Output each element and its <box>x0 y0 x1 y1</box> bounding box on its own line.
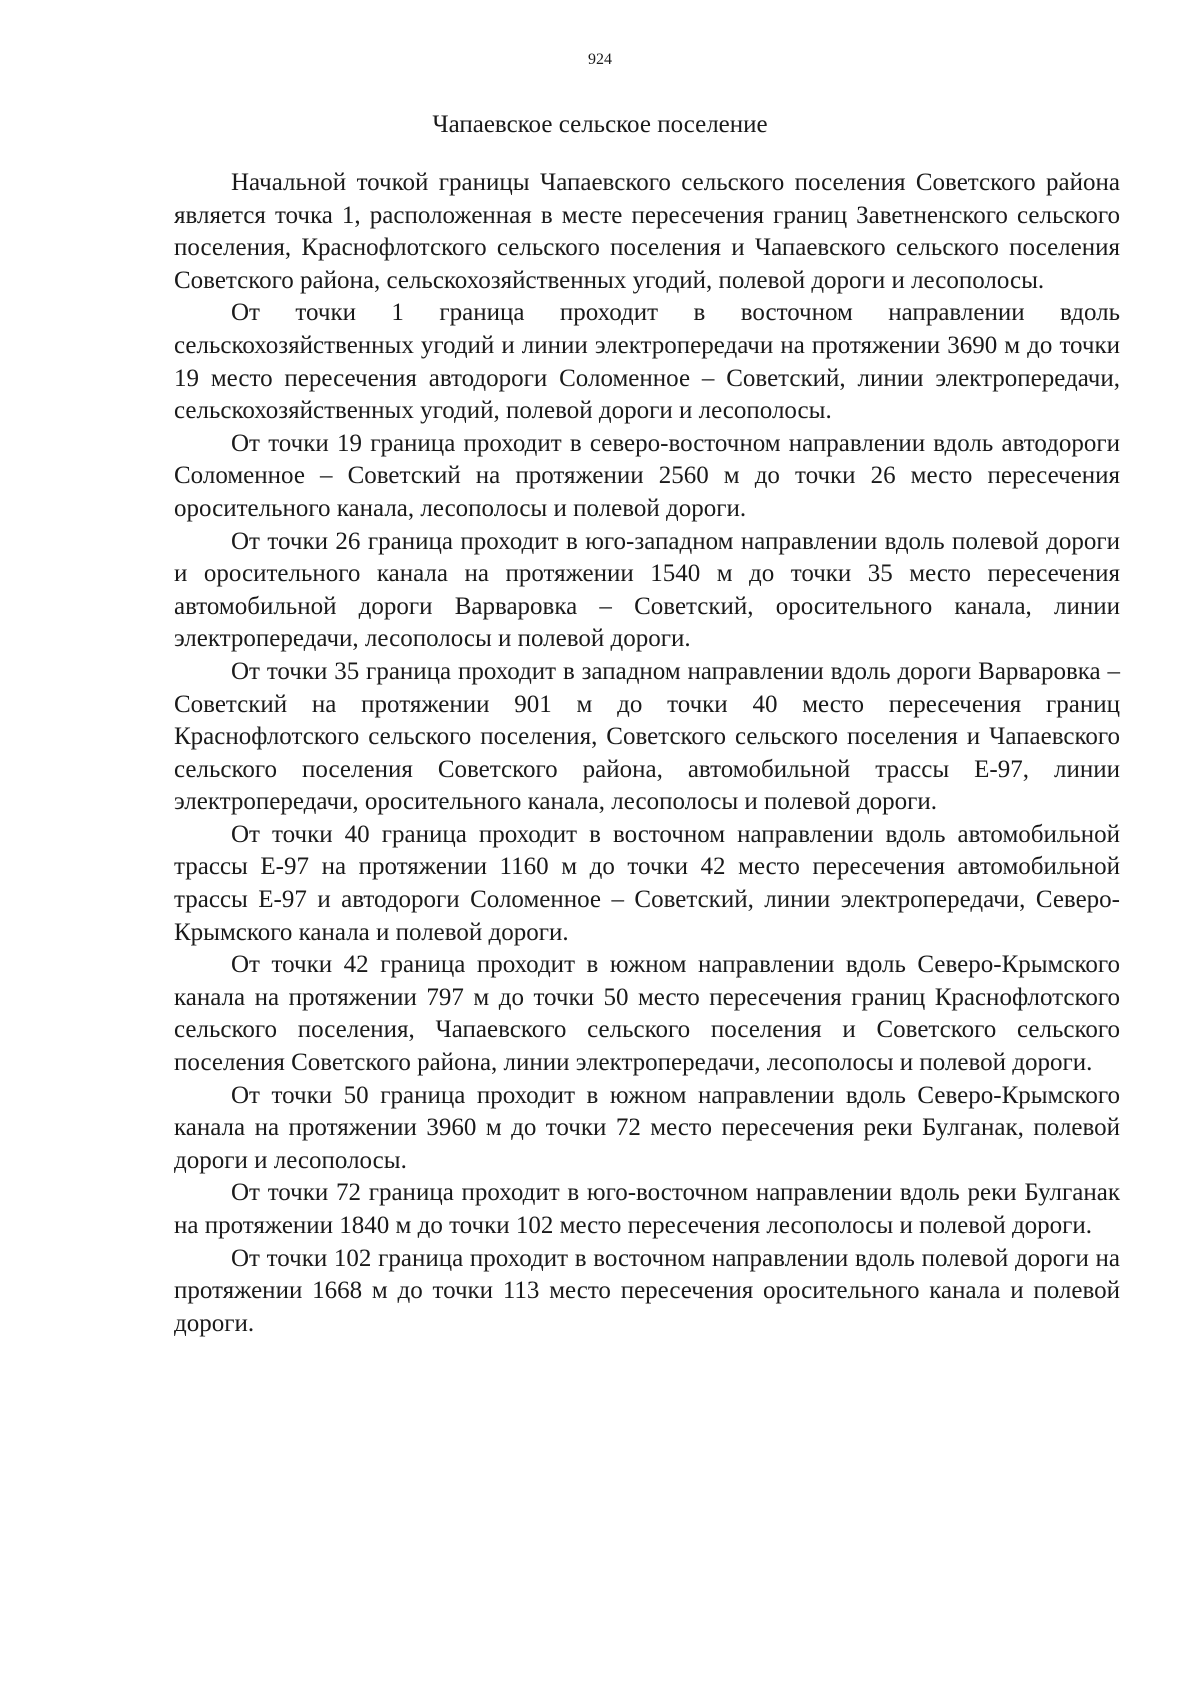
document-title: Чапаевское сельское поселение <box>432 111 768 138</box>
paragraph: От точки 72 граница проходит в юго-восточном направлении вдоль реки Булганак на протяжении 1840 м до точки 102 место пересечения лесополосы и полевой дороги. <box>174 1179 1120 1239</box>
paragraph: От точки 19 граница проходит в северо-восточном направлении вдоль автодороги Соломенное – Советский на протяжении 2560 м до точки 26 место пересечения оросительного канала, лесополосы и полевой дороги. <box>174 429 1120 522</box>
paragraph: От точки 102 граница проходит в восточном направлении вдоль полевой дороги на протяжении 1668 м до точки 113 место пересечения оросительного канала и полевой дороги. <box>174 1244 1120 1337</box>
paragraph: От точки 42 граница проходит в южном направлении вдоль Северо-Крымского канала на протяжении 797 м до точки 50 место пересечения границ Краснофлотского сельского поселения, Чапаевского сельского поселения и Советского сельского поселения Советского района, линии электропередачи, лесополосы и полевой дороги. <box>174 951 1120 1077</box>
paragraph: От точки 26 граница проходит в юго-западном направлении вдоль полевой дороги и оросительного канала на протяжении 1540 м до точки 35 место пересечения автомобильной дороги Варваровка – Советский, оросительного канала, линии электропередачи, лесополосы и полевой дороги. <box>174 527 1120 653</box>
paragraph: Начальной точкой границы Чапаевского сельского поселения Советского района является точка 1, расположенная в месте пересечения границ Заветненского сельского поселения, Краснофлотского сельского поселения и Чапаевского сельского поселения Советского района, сельскохозяйственных угодий, полевой дороги и лесополосы. <box>174 169 1120 294</box>
paragraph: От точки 1 граница проходит в восточном направлении вдоль сельскохозяйственных угодий и линии электропередачи на протяжении 3690 м до точки 19 место пересечения автодороги Соломенное – Советский, линии электропередачи, сельскохозяйственных угодий, полевой дороги и лесополосы. <box>174 299 1120 425</box>
paragraph: От точки 50 граница проходит в южном направлении вдоль Северо-Крымского канала на протяжении 3960 м до точки 72 место пересечения реки Булганак, полевой дороги и лесополосы. <box>174 1081 1120 1174</box>
paragraph: От точки 35 граница проходит в западном направлении вдоль дороги Варваровка – Советский на протяжении 901 м до точки 40 место пересечения границ Краснофлотского сельского поселения, Советского сельского поселения и Чапаевского сельского поселения Советского района, автомобильной трассы Е-97, линии электропередачи, оросительного канала, лесополосы и полевой дороги. <box>174 657 1120 816</box>
page-number: 924 <box>588 51 612 68</box>
document-body <box>174 167 1120 1340</box>
paragraph: От точки 40 граница проходит в восточном направлении вдоль автомобильной трассы Е-97 на протяжении 1160 м до точки 42 место пересечения автомобильной трассы Е-97 и автодороги Соломенное – Советский, линии электропередачи, Северо-Крымского канала и полевой дороги. <box>174 820 1120 946</box>
